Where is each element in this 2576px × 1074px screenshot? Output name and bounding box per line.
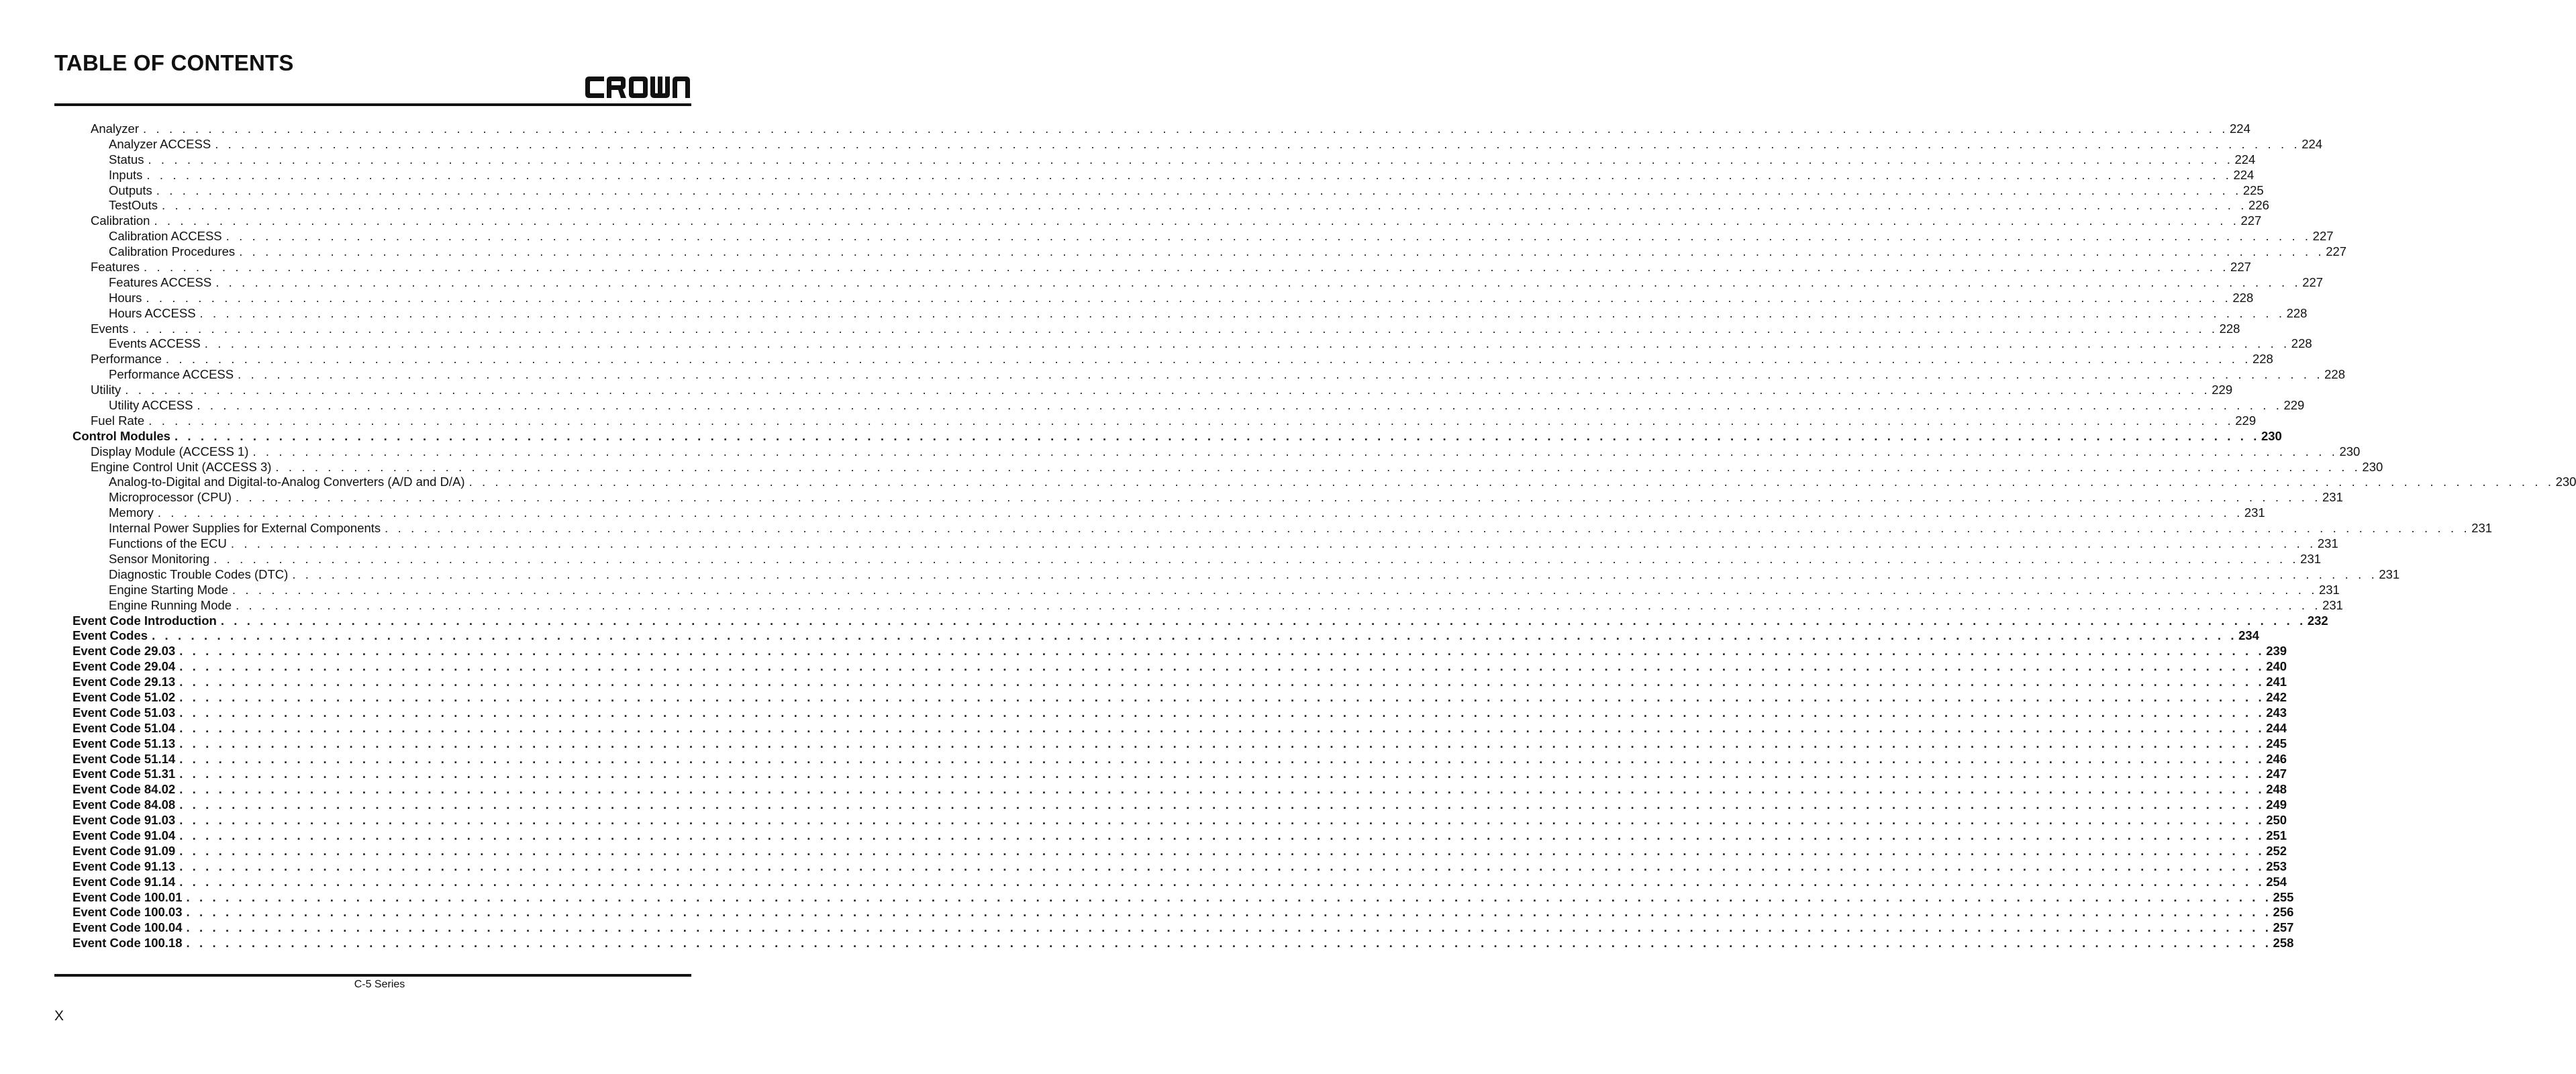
toc-entry-title: Control Modules (72, 428, 170, 443)
toc-dot-leader: . . . . . . . . . . . . . . . . . . . . . . . . . . . . . . . . . . . . . . . . . . . . . . . . . . . . . . . . . . . . . . . . . . . . . . . . . . . . . . . . . . . . . . . . . . . . . . . . . . . . . . . . . . . . . . . . . . . . . . . . . . . . . . . . . . . . . . . . . . . . . . . . . . . . . . . . . . . . . . . . (125, 383, 2211, 397)
toc-entry[interactable] (0, 367, 2346, 383)
toc-entry[interactable] (0, 183, 2264, 199)
toc-entry-page: 258 (2273, 936, 2294, 950)
toc-entry-title: Utility ACCESS (109, 398, 193, 413)
toc-dot-leader: . . . . . . . . . . . . . . . . . . . . . . . . . . . . . . . . . . . . . . . . . . . . . . . . . . . . . . . . . . . . . . . . . . . . . . . . . . . . . . . . . . . . . . . . . . . . . . . . . . . . . . . . . . . . . . . . . . . . . . . . . . . . . . . . . . . . . . . . . . . . . . . . . . . . . . . . . . . . . . . . (179, 736, 2265, 750)
toc-entry-title: Features (91, 260, 140, 275)
toc-dot-leader: . . . . . . . . . . . . . . . . . . . . . . . . . . . . . . . . . . . . . . . . . . . . . . . . . . . . . . . . . . . . . . . . . . . . . . . . . . . . . . . . . . . . . . . . . . . . . . . . . . . . . . . . . . . . . . . . . . . . . . . . . . . . . . . . . . . . . . . . . . . . . . . . . . . . . . . . . . . . . . . . (174, 428, 2260, 443)
toc-entry-title: Status (109, 152, 144, 166)
toc-entry-page: 230 (2362, 459, 2383, 474)
toc-entry[interactable] (0, 505, 2265, 521)
toc-dot-leader: . . . . . . . . . . . . . . . . . . . . . . . . . . . . . . . . . . . . . . . . . . . . . . . . . . . . . . . . . . . . . . . . . . . . . . . . . . . . . . . . . . . . . . . . . . . . . . . . . . . . . . . . . . . . . . . . . . . . . . . . . . . . . . . . . . . . . . . . . . . . . . . . . . . . . . . . . . . . . . . . (213, 551, 2299, 566)
toc-dot-leader: . . . . . . . . . . . . . . . . . . . . . . . . . . . . . . . . . . . . . . . . . . . . . . . . . . . . . . . . . . . . . . . . . . . . . . . . . . . . . . . . . . . . . . . . . . . . . . . . . . . . . . . . . . . . . . . . . . . . . . . . . . . . . . . . . . . . . . . . . . . . . . . . . . . . . . . . . . . . . . . . (148, 152, 2234, 166)
toc-entry-title: Events ACCESS (109, 336, 201, 351)
footer-series-label: C-5 Series (354, 979, 405, 990)
toc-entry-page: 242 (2266, 689, 2287, 704)
toc-dot-leader: . . . . . . . . . . . . . . . . . . . . . . . . . . . . . . . . . . . . . . . . . . . . . . . . . . . . . . . . . . . . . . . . . . . . . . . . . . . . . . . . . . . . . . . . . . . . . . . . . . . . . . . . . . . . . . . . . . . . . . . . . . . . . . . . . . . . . . . . . . . . . . . . . . . . . . . . . . . . . . . . (179, 659, 2265, 674)
toc-entry-page: 254 (2266, 874, 2287, 889)
toc-entry-page: 229 (2212, 383, 2233, 397)
toc-dot-leader: . . . . . . . . . . . . . . . . . . . . . . . . . . . . . . . . . . . . . . . . . . . . . . . . . . . . . . . . . . . . . . . . . . . . . . . . . . . . . . . . . . . . . . . . . . . . . . . . . . . . . . . . . . . . . . . . . . . . . . . . . . . . . . . . . . . . . . . . . . . . . . . . . . . . . . . . . . . . . . . . (179, 782, 2265, 797)
toc-entry-title: Event Code 51.04 (72, 720, 176, 735)
toc-entry[interactable] (0, 536, 2338, 552)
page-title: TABLE OF CONTENTS (54, 50, 294, 75)
toc-entry-title: Calibration Procedures (109, 244, 236, 259)
toc-entry-page: 243 (2266, 705, 2287, 720)
toc-entry[interactable] (0, 705, 2287, 721)
toc-dot-leader: . . . . . . . . . . . . . . . . . . . . . . . . . . . . . . . . . . . . . . . . . . . . . . . . . . . . . . . . . . . . . . . . . . . . . . . . . . . . . . . . . . . . . . . . . . . . . . . . . . . . . . . . . . . . . . . . . . . . . . . . . . . . . . . . . . . . . . . . . . . . . . . . . . . . . . . . . . . . . . . . (186, 920, 2272, 935)
toc-entry-page: 224 (2234, 152, 2256, 166)
toc-entry-title: Features ACCESS (109, 275, 212, 289)
toc-entry[interactable] (0, 475, 2576, 490)
toc-entry-page: 234 (2238, 628, 2259, 643)
toc-entry[interactable] (0, 167, 2255, 183)
toc-dot-leader: . . . . . . . . . . . . . . . . . . . . . . . . . . . . . . . . . . . . . . . . . . . . . . . . . . . . . . . . . . . . . . . . . . . . . . . . . . . . . . . . . . . . . . . . . . . . . . . . . . . . . . . . . . . . . . . . . . . . . . . . . . . . . . . . . . . . . . . . . . . . . . . . . . . . . . . . . . . . . . . . (179, 813, 2265, 828)
toc-dot-leader: . . . . . . . . . . . . . . . . . . . . . . . . . . . . . . . . . . . . . . . . . . . . . . . . . . . . . . . . . . . . . . . . . . . . . . . . . . . . . . . . . . . . . . . . . . . . . . . . . . . . . . . . . . . . . . . . . . . . . . . . . . . . . . . . . . . . . . . . . . . . . . . . . . . . . . . . . . . . . . . . (179, 689, 2265, 704)
toc-dot-leader: . . . . . . . . . . . . . . . . . . . . . . . . . . . . . . . . . . . . . . . . . . . . . . . . . . . . . . . . . . . . . . . . . . . . . . . . . . . . . . . . . . . . . . . . . . . . . . . . . . . . . . . . . . . . . . . . . . . . . . . . . . . . . . . . . . . . . . . . . . . . . . . . . . . . . . . . . . . . . . . . (144, 260, 2230, 275)
toc-entry-page: 227 (2312, 229, 2334, 244)
toc-entry-page: 231 (2300, 551, 2322, 566)
toc-entry-title: Event Code 51.02 (72, 689, 176, 704)
toc-entry[interactable] (0, 121, 2250, 137)
toc-entry[interactable] (0, 229, 2334, 244)
toc-entry-page: 240 (2266, 659, 2287, 674)
toc-entry-title: Internal Power Supplies for External Components (109, 521, 381, 536)
toc-entry[interactable] (0, 767, 2287, 782)
toc-entry-title: Microprocessor (CPU) (109, 490, 232, 505)
toc-entry-page: 229 (2235, 413, 2257, 428)
toc-dot-leader: . . . . . . . . . . . . . . . . . . . . . . . . . . . . . . . . . . . . . . . . . . . . . . . . . . . . . . . . . . . . . . . . . . . . . . . . . . . . . . . . . . . . . . . . . . . . . . . . . . . . . . . . . . . . . . . . . . . . . . . . . . . . . . . . . . . . . . . . . . . . . . . . . . . . . . . . . . . . . . . . (179, 675, 2265, 689)
toc-dot-leader: . . . . . . . . . . . . . . . . . . . . . . . . . . . . . . . . . . . . . . . . . . . . . . . . . . . . . . . . . . . . . . . . . . . . . . . . . . . . . . . . . . . . . . . . . . . . . . . . . . . . . . . . . . . . . . . . . . . . . . . . . . . . . . . . . . . . . . . . . . . . . . . . . . . . . . . . . . . . . . . . (165, 352, 2251, 367)
toc-entry-title: Event Code 100.18 (72, 936, 183, 950)
toc-dot-leader: . . . . . . . . . . . . . . . . . . . . . . . . . . . . . . . . . . . . . . . . . . . . . . . . . . . . . . . . . . . . . . . . . . . . . . . . . . . . . . . . . . . . . . . . . . . . . . . . . . . . . . . . . . . . . . . . . . . . . . . . . . . . . . . . . . . . . . . . . . . . . . . . . . . . . . . . . . . . . . . . (226, 229, 2312, 244)
toc-entry-page: 230 (2555, 475, 2576, 489)
toc-entry[interactable] (0, 352, 2273, 367)
toc-entry-title: Event Codes (72, 628, 148, 643)
toc-entry-title: Engine Control Unit (ACCESS 3) (91, 459, 272, 474)
toc-entry-page: 256 (2273, 905, 2294, 920)
toc-dot-leader: . . . . . . . . . . . . . . . . . . . . . . . . . . . . . . . . . . . . . . . . . . . . . . . . . . . . . . . . . . . . . . . . . . . . . . . . . . . . . . . . . . . . . . . . . . . . . . . . . . . . . . . . . . . . . . . . . . . . . . . . . . . . . . . . . . . . . . . . . . . . . . . . . . . . . . . . . . . . . . . . (275, 459, 2361, 474)
toc-dot-leader: . . . . . . . . . . . . . . . . . . . . . . . . . . . . . . . . . . . . . . . . . . . . . . . . . . . . . . . . . . . . . . . . . . . . . . . . . . . . . . . . . . . . . . . . . . . . . . . . . . . . . . . . . . . . . . . . . . . . . . . . . . . . . . . . . . . . . . . . . . . . . . . . . . . . . . . . . . . . . . . . (146, 167, 2232, 182)
table-of-contents (0, 121, 2576, 951)
toc-entry[interactable] (0, 905, 2294, 920)
toc-dot-leader: . . . . . . . . . . . . . . . . . . . . . . . . . . . . . . . . . . . . . . . . . . . . . . . . . . . . . . . . . . . . . . . . . . . . . . . . . . . . . . . . . . . . . . . . . . . . . . . . . . . . . . . . . . . . . . . . . . . . . . . . . . . . . . . . . . . . . . . . . . . . . . . . . . . . . . . . . . . . . . . . (148, 413, 2234, 428)
toc-dot-leader: . . . . . . . . . . . . . . . . . . . . . . . . . . . . . . . . . . . . . . . . . . . . . . . . . . . . . . . . . . . . . . . . . . . . . . . . . . . . . . . . . . . . . . . . . . . . . . . . . . . . . . . . . . . . . . . . . . . . . . . . . . . . . . . . . . . . . . . . . . . . . . . . . . . . . . . . . . . . . . . . (204, 336, 2290, 351)
toc-entry[interactable] (0, 720, 2287, 736)
toc-entry-title: Event Code 91.14 (72, 874, 176, 889)
toc-entry[interactable] (0, 136, 2323, 152)
toc-entry-page: 228 (2291, 336, 2312, 351)
toc-entry[interactable] (0, 275, 2324, 291)
toc-dot-leader: . . . . . . . . . . . . . . . . . . . . . . . . . . . . . . . . . . . . . . . . . . . . . . . . . . . . . . . . . . . . . . . . . . . . . . . . . . . . . . . . . . . . . . . . . . . . . . . . . . . . . . . . . . . . . . . . . . . . . . . . . . . . . . . . . . . . . . . . . . . . . . . . . . . . . . . . . . . . . . . . (468, 475, 2555, 489)
toc-entry-title: Event Code 100.04 (72, 920, 183, 935)
toc-entry-title: Event Code 91.13 (72, 859, 176, 873)
toc-entry[interactable] (0, 413, 2257, 429)
toc-entry-page: 252 (2266, 843, 2287, 858)
toc-entry[interactable] (0, 459, 2383, 475)
toc-entry-title: Event Code 29.13 (72, 675, 176, 689)
toc-entry[interactable] (0, 628, 2259, 644)
toc-entry[interactable] (0, 813, 2287, 828)
toc-entry[interactable] (0, 659, 2287, 675)
toc-dot-leader: . . . . . . . . . . . . . . . . . . . . . . . . . . . . . . . . . . . . . . . . . . . . . . . . . . . . . . . . . . . . . . . . . . . . . . . . . . . . . . . . . . . . . . . . . . . . . . . . . . . . . . . . . . . . . . . . . . . . . . . . . . . . . . . . . . . . . . . . . . . . . . . . . . . . . . . . . . . . . . . . (385, 521, 2471, 536)
toc-entry-title: Event Code 91.09 (72, 843, 176, 858)
toc-entry-page: 231 (2322, 597, 2343, 612)
toc-dot-leader: . . . . . . . . . . . . . . . . . . . . . . . . . . . . . . . . . . . . . . . . . . . . . . . . . . . . . . . . . . . . . . . . . . . . . . . . . . . . . . . . . . . . . . . . . . . . . . . . . . . . . . . . . . . . . . . . . . . . . . . . . . . . . . . . . . . . . . . . . . . . . . . . . . . . . . . . . . . . . . . . (157, 505, 2243, 520)
toc-dot-leader: . . . . . . . . . . . . . . . . . . . . . . . . . . . . . . . . . . . . . . . . . . . . . . . . . . . . . . . . . . . . . . . . . . . . . . . . . . . . . . . . . . . . . . . . . . . . . . . . . . . . . . . . . . . . . . . . . . . . . . . . . . . . . . . . . . . . . . . . . . . . . . . . . . . . . . . . . . . . . . . . (162, 198, 2248, 213)
toc-entry[interactable] (0, 675, 2287, 690)
toc-entry-page: 231 (2322, 490, 2343, 505)
toc-dot-leader: . . . . . . . . . . . . . . . . . . . . . . . . . . . . . . . . . . . . . . . . . . . . . . . . . . . . . . . . . . . . . . . . . . . . . . . . . . . . . . . . . . . . . . . . . . . . . . . . . . . . . . . . . . . . . . . . . . . . . . . . . . . . . . . . . . . . . . . . . . . . . . . . . . . . . . . . . . . . . . . . (179, 859, 2265, 873)
toc-entry-page: 226 (2248, 198, 2269, 213)
toc-entry-page: 229 (2283, 398, 2305, 413)
toc-dot-leader: . . . . . . . . . . . . . . . . . . . . . . . . . . . . . . . . . . . . . . . . . . . . . . . . . . . . . . . . . . . . . . . . . . . . . . . . . . . . . . . . . . . . . . . . . . . . . . . . . . . . . . . . . . . . . . . . . . . . . . . . . . . . . . . . . . . . . . . . . . . . . . . . . . . . . . . . . . . . . . . . (186, 905, 2272, 920)
toc-entry[interactable] (0, 689, 2287, 705)
toc-dot-leader: . . . . . . . . . . . . . . . . . . . . . . . . . . . . . . . . . . . . . . . . . . . . . . . . . . . . . . . . . . . . . . . . . . . . . . . . . . . . . . . . . . . . . . . . . . . . . . . . . . . . . . . . . . . . . . . . . . . . . . . . . . . . . . . . . . . . . . . . . . . . . . . . . . . . . . . . . . . . . . . . (142, 121, 2229, 136)
toc-entry-title: Inputs (109, 167, 143, 182)
toc-entry-title: Event Code 100.01 (72, 889, 183, 904)
toc-dot-leader: . . . . . . . . . . . . . . . . . . . . . . . . . . . . . . . . . . . . . . . . . . . . . . . . . . . . . . . . . . . . . . . . . . . . . . . . . . . . . . . . . . . . . . . . . . . . . . . . . . . . . . . . . . . . . . . . . . . . . . . . . . . . . . . . . . . . . . . . . . . . . . . . . . . . . . . . . . . . . . . . (236, 597, 2322, 612)
toc-entry-page: 253 (2266, 859, 2287, 873)
toc-entry-page: 227 (2240, 213, 2262, 228)
toc-entry[interactable] (0, 889, 2294, 906)
toc-entry[interactable] (0, 383, 2233, 398)
toc-entry[interactable] (0, 198, 2269, 213)
toc-entry-page: 227 (2230, 260, 2251, 275)
toc-entry-title: Fuel Rate (91, 413, 145, 428)
toc-entry[interactable] (0, 490, 2343, 505)
toc-entry-title: Event Code 51.14 (72, 751, 176, 766)
toc-entry[interactable] (0, 551, 2322, 567)
toc-dot-leader: . . . . . . . . . . . . . . . . . . . . . . . . . . . . . . . . . . . . . . . . . . . . . . . . . . . . . . . . . . . . . . . . . . . . . . . . . . . . . . . . . . . . . . . . . . . . . . . . . . . . . . . . . . . . . . . . . . . . . . . . . . . . . . . . . . . . . . . . . . . . . . . . . . . . . . . . . . . . . . . . (186, 889, 2272, 904)
toc-dot-leader: . . . . . . . . . . . . . . . . . . . . . . . . . . . . . . . . . . . . . . . . . . . . . . . . . . . . . . . . . . . . . . . . . . . . . . . . . . . . . . . . . . . . . . . . . . . . . . . . . . . . . . . . . . . . . . . . . . . . . . . . . . . . . . . . . . . . . . . . . . . . . . . . . . . . . . . . . . . . . . . . (197, 398, 2283, 413)
toc-entry-title: Engine Starting Mode (109, 582, 228, 597)
toc-entry[interactable] (0, 751, 2287, 767)
toc-entry-page: 231 (2244, 505, 2265, 520)
toc-entry-page: 227 (2326, 244, 2347, 259)
toc-entry-page: 245 (2266, 736, 2287, 750)
toc-dot-leader: . . . . . . . . . . . . . . . . . . . . . . . . . . . . . . . . . . . . . . . . . . . . . . . . . . . . . . . . . . . . . . . . . . . . . . . . . . . . . . . . . . . . . . . . . . . . . . . . . . . . . . . . . . . . . . . . . . . . . . . . . . . . . . . . . . . . . . . . . . . . . . . . . . . . . . . . . . . . . . . . (179, 751, 2265, 766)
toc-entry-page: 230 (2339, 444, 2361, 458)
toc-entry[interactable] (0, 260, 2251, 275)
toc-dot-leader: . . . . . . . . . . . . . . . . . . . . . . . . . . . . . . . . . . . . . . . . . . . . . . . . . . . . . . . . . . . . . . . . . . . . . . . . . . . . . . . . . . . . . . . . . . . . . . . . . . . . . . . . . . . . . . . . . . . . . . . . . . . . . . . . . . . . . . . . . . . . . . . . . . . . . . . . . . . . . . . . (152, 628, 2238, 643)
toc-dot-leader: . . . . . . . . . . . . . . . . . . . . . . . . . . . . . . . . . . . . . . . . . . . . . . . . . . . . . . . . . . . . . . . . . . . . . . . . . . . . . . . . . . . . . . . . . . . . . . . . . . . . . . . . . . . . . . . . . . . . . . . . . . . . . . . . . . . . . . . . . . . . . . . . . . . . . . . . . . . . . . . . (179, 874, 2265, 889)
toc-entry[interactable] (0, 398, 2305, 413)
toc-dot-leader: . . . . . . . . . . . . . . . . . . . . . . . . . . . . . . . . . . . . . . . . . . . . . . . . . . . . . . . . . . . . . . . . . . . . . . . . . . . . . . . . . . . . . . . . . . . . . . . . . . . . . . . . . . . . . . . . . . . . . . . . . . . . . . . . . . . . . . . . . . . . . . . . . . . . . . . . . . . . . . . . (156, 183, 2242, 197)
toc-entry[interactable] (0, 567, 2400, 583)
toc-entry-title: Analog-to-Digital and Digital-to-Analog Converters (A/D and D/A) (109, 475, 465, 489)
toc-entry-page: 225 (2242, 183, 2264, 197)
toc-dot-leader: . . . . . . . . . . . . . . . . . . . . . . . . . . . . . . . . . . . . . . . . . . . . . . . . . . . . . . . . . . . . . . . . . . . . . . . . . . . . . . . . . . . . . . . . . . . . . . . . . . . . . . . . . . . . . . . . . . . . . . . . . . . . . . . . . . . . . . . . . . . . . . . . . . . . . . . . . . . . . . . . (235, 490, 2321, 505)
page-number: X (54, 1008, 64, 1024)
toc-entry-title: Functions of the ECU (109, 536, 227, 551)
toc-entry[interactable] (0, 782, 2287, 797)
toc-entry[interactable] (0, 582, 2340, 598)
toc-entry-title: Utility (91, 383, 121, 397)
toc-entry-page: 249 (2266, 797, 2287, 812)
toc-entry-title: Display Module (ACCESS 1) (91, 444, 249, 458)
toc-entry[interactable] (0, 152, 2256, 168)
toc-entry-title: Event Code 84.08 (72, 797, 176, 812)
toc-dot-leader: . . . . . . . . . . . . . . . . . . . . . . . . . . . . . . . . . . . . . . . . . . . . . . . . . . . . . . . . . . . . . . . . . . . . . . . . . . . . . . . . . . . . . . . . . . . . . . . . . . . . . . . . . . . . . . . . . . . . . . . . . . . . . . . . . . . . . . . . . . . . . . . . . . . . . . . . . . . . . . . . (179, 705, 2265, 720)
footer-divider (54, 974, 691, 977)
toc-entry[interactable] (0, 305, 2308, 322)
toc-entry-page: 248 (2266, 782, 2287, 797)
toc-entry[interactable] (0, 428, 2282, 444)
toc-entry[interactable] (0, 597, 2343, 614)
toc-entry[interactable] (0, 859, 2287, 875)
toc-entry-page: 224 (2230, 121, 2250, 136)
toc-entry-page: 244 (2266, 720, 2287, 735)
toc-dot-leader: . . . . . . . . . . . . . . . . . . . . . . . . . . . . . . . . . . . . . . . . . . . . . . . . . . . . . . . . . . . . . . . . . . . . . . . . . . . . . . . . . . . . . . . . . . . . . . . . . . . . . . . . . . . . . . . . . . . . . . . . . . . . . . . . . . . . . . . . . . . . . . . . . . . . . . . . . . . . . . . . (232, 582, 2318, 597)
toc-entry[interactable] (0, 244, 2347, 260)
toc-entry-page: 230 (2261, 428, 2282, 443)
toc-entry-page: 247 (2266, 767, 2287, 781)
toc-dot-leader: . . . . . . . . . . . . . . . . . . . . . . . . . . . . . . . . . . . . . . . . . . . . . . . . . . . . . . . . . . . . . . . . . . . . . . . . . . . . . . . . . . . . . . . . . . . . . . . . . . . . . . . . . . . . . . . . . . . . . . . . . . . . . . . . . . . . . . . . . . . . . . . . . . . . . . . . . . . . . . . . (215, 275, 2301, 289)
toc-entry-page: 251 (2266, 828, 2287, 842)
toc-entry[interactable] (0, 874, 2287, 890)
toc-entry-title: Event Code 29.04 (72, 659, 176, 674)
toc-entry-title: Analyzer (91, 121, 139, 136)
toc-entry-title: Event Code 29.03 (72, 644, 176, 658)
toc-entry[interactable] (0, 644, 2287, 659)
toc-entry-page: 231 (2318, 582, 2340, 597)
toc-entry-page: 231 (2317, 536, 2338, 551)
toc-entry-page: 224 (2233, 167, 2255, 182)
toc-dot-leader: . . . . . . . . . . . . . . . . . . . . . . . . . . . . . . . . . . . . . . . . . . . . . . . . . . . . . . . . . . . . . . . . . . . . . . . . . . . . . . . . . . . . . . . . . . . . . . . . . . . . . . . . . . . . . . . . . . . . . . . . . . . . . . . . . . . . . . . . . . . . . . . . . . . . . . . . . . . . . . . . (220, 613, 2306, 628)
toc-entry[interactable] (0, 736, 2287, 752)
toc-entry-title: Hours ACCESS (109, 305, 196, 320)
toc-dot-leader: . . . . . . . . . . . . . . . . . . . . . . . . . . . . . . . . . . . . . . . . . . . . . . . . . . . . . . . . . . . . . . . . . . . . . . . . . . . . . . . . . . . . . . . . . . . . . . . . . . . . . . . . . . . . . . . . . . . . . . . . . . . . . . . . . . . . . . . . . . . . . . . . . . . . . . . . . . . . . . . . (154, 213, 2240, 228)
toc-entry-title: Event Code 91.04 (72, 828, 176, 842)
toc-dot-leader: . . . . . . . . . . . . . . . . . . . . . . . . . . . . . . . . . . . . . . . . . . . . . . . . . . . . . . . . . . . . . . . . . . . . . . . . . . . . . . . . . . . . . . . . . . . . . . . . . . . . . . . . . . . . . . . . . . . . . . . . . . . . . . . . . . . . . . . . . . . . . . . . . . . . . . . . . . . . . . . . (239, 244, 2325, 259)
toc-entry-title: Performance (91, 352, 162, 367)
toc-entry-page: 241 (2266, 675, 2287, 689)
toc-entry-page: 231 (2379, 567, 2400, 581)
toc-dot-leader: . . . . . . . . . . . . . . . . . . . . . . . . . . . . . . . . . . . . . . . . . . . . . . . . . . . . . . . . . . . . . . . . . . . . . . . . . . . . . . . . . . . . . . . . . . . . . . . . . . . . . . . . . . . . . . . . . . . . . . . . . . . . . . . . . . . . . . . . . . . . . . . . . . . . . . . . . . . . . . . . (179, 843, 2265, 858)
toc-dot-leader: . . . . . . . . . . . . . . . . . . . . . . . . . . . . . . . . . . . . . . . . . . . . . . . . . . . . . . . . . . . . . . . . . . . . . . . . . . . . . . . . . . . . . . . . . . . . . . . . . . . . . . . . . . . . . . . . . . . . . . . . . . . . . . . . . . . . . . . . . . . . . . . . . . . . . . . . . . . . . . . . (179, 644, 2265, 658)
toc-dot-leader: . . . . . . . . . . . . . . . . . . . . . . . . . . . . . . . . . . . . . . . . . . . . . . . . . . . . . . . . . . . . . . . . . . . . . . . . . . . . . . . . . . . . . . . . . . . . . . . . . . . . . . . . . . . . . . . . . . . . . . . . . . . . . . . . . . . . . . . . . . . . . . . . . . . . . . . . . . . . . . . . (132, 321, 2218, 336)
toc-entry[interactable] (0, 290, 2254, 306)
toc-dot-leader: . . . . . . . . . . . . . . . . . . . . . . . . . . . . . . . . . . . . . . . . . . . . . . . . . . . . . . . . . . . . . . . . . . . . . . . . . . . . . . . . . . . . . . . . . . . . . . . . . . . . . . . . . . . . . . . . . . . . . . . . . . . . . . . . . . . . . . . . . . . . . . . . . . . . . . . . . . . . . . . . (292, 567, 2378, 581)
toc-entry-title: Event Code Introduction (72, 613, 217, 628)
toc-entry-page: 232 (2307, 613, 2328, 628)
toc-dot-leader: . . . . . . . . . . . . . . . . . . . . . . . . . . . . . . . . . . . . . . . . . . . . . . . . . . . . . . . . . . . . . . . . . . . . . . . . . . . . . . . . . . . . . . . . . . . . . . . . . . . . . . . . . . . . . . . . . . . . . . . . . . . . . . . . . . . . . . . . . . . . . . . . . . . . . . . . . . . . . . . . (179, 828, 2265, 842)
toc-entry-title: Event Code 100.03 (72, 905, 183, 920)
toc-entry-page: 228 (2324, 367, 2346, 382)
toc-entry[interactable] (0, 613, 2328, 629)
toc-entry[interactable] (0, 828, 2287, 844)
toc-entry-title: TestOuts (109, 198, 158, 213)
toc-entry[interactable] (0, 936, 2294, 951)
toc-entry-title: Event Code 51.03 (72, 705, 176, 720)
toc-entry-page: 224 (2301, 136, 2323, 151)
toc-entry-title: Hours (109, 290, 142, 305)
toc-entry-title: Calibration (91, 213, 150, 228)
toc-entry-title: Diagnostic Trouble Codes (DTC) (109, 567, 289, 581)
toc-entry-page: 227 (2302, 275, 2324, 289)
toc-dot-leader: . . . . . . . . . . . . . . . . . . . . . . . . . . . . . . . . . . . . . . . . . . . . . . . . . . . . . . . . . . . . . . . . . . . . . . . . . . . . . . . . . . . . . . . . . . . . . . . . . . . . . . . . . . . . . . . . . . . . . . . . . . . . . . . . . . . . . . . . . . . . . . . . . . . . . . . . . . . . . . . . (186, 936, 2272, 950)
toc-entry-title: Event Code 51.31 (72, 767, 176, 781)
toc-dot-leader: . . . . . . . . . . . . . . . . . . . . . . . . . . . . . . . . . . . . . . . . . . . . . . . . . . . . . . . . . . . . . . . . . . . . . . . . . . . . . . . . . . . . . . . . . . . . . . . . . . . . . . . . . . . . . . . . . . . . . . . . . . . . . . . . . . . . . . . . . . . . . . . . . . . . . . . . . . . . . . . . (179, 767, 2265, 781)
toc-entry-title: Event Code 84.02 (72, 782, 176, 797)
toc-entry-title: Event Code 91.03 (72, 813, 176, 828)
header-divider (54, 103, 691, 106)
toc-dot-leader: . . . . . . . . . . . . . . . . . . . . . . . . . . . . . . . . . . . . . . . . . . . . . . . . . . . . . . . . . . . . . . . . . . . . . . . . . . . . . . . . . . . . . . . . . . . . . . . . . . . . . . . . . . . . . . . . . . . . . . . . . . . . . . . . . . . . . . . . . . . . . . . . . . . . . . . . . . . . . . . . (252, 444, 2338, 458)
toc-entry-title: Analyzer ACCESS (109, 136, 211, 151)
toc-entry[interactable] (0, 213, 2262, 229)
toc-entry-title: Events (91, 321, 129, 336)
toc-entry-page: 250 (2266, 813, 2287, 828)
toc-entry-title: Event Code 51.13 (72, 736, 176, 750)
toc-entry-title: Sensor Monitoring (109, 551, 210, 566)
toc-dot-leader: . . . . . . . . . . . . . . . . . . . . . . . . . . . . . . . . . . . . . . . . . . . . . . . . . . . . . . . . . . . . . . . . . . . . . . . . . . . . . . . . . . . . . . . . . . . . . . . . . . . . . . . . . . . . . . . . . . . . . . . . . . . . . . . . . . . . . . . . . . . . . . . . . . . . . . . . . . . . . . . . (215, 136, 2301, 151)
toc-entry-page: 228 (2232, 290, 2254, 305)
toc-entry-page: 239 (2266, 644, 2287, 658)
toc-entry[interactable] (0, 521, 2493, 536)
toc-dot-leader: . . . . . . . . . . . . . . . . . . . . . . . . . . . . . . . . . . . . . . . . . . . . . . . . . . . . . . . . . . . . . . . . . . . . . . . . . . . . . . . . . . . . . . . . . . . . . . . . . . . . . . . . . . . . . . . . . . . . . . . . . . . . . . . . . . . . . . . . . . . . . . . . . . . . . . . . . . . . . . . . (199, 305, 2285, 320)
toc-entry-title: Outputs (109, 183, 152, 197)
toc-entry-page: 246 (2266, 751, 2287, 766)
toc-entry-title: Memory (109, 505, 154, 520)
crown-logo (584, 74, 691, 101)
toc-dot-leader: . . . . . . . . . . . . . . . . . . . . . . . . . . . . . . . . . . . . . . . . . . . . . . . . . . . . . . . . . . . . . . . . . . . . . . . . . . . . . . . . . . . . . . . . . . . . . . . . . . . . . . . . . . . . . . . . . . . . . . . . . . . . . . . . . . . . . . . . . . . . . . . . . . . . . . . . . . . . . . . . (179, 720, 2265, 735)
toc-entry-page: 228 (2286, 305, 2308, 320)
toc-entry-title: Performance ACCESS (109, 367, 234, 382)
toc-entry-title: Engine Running Mode (109, 597, 232, 612)
toc-dot-leader: . . . . . . . . . . . . . . . . . . . . . . . . . . . . . . . . . . . . . . . . . . . . . . . . . . . . . . . . . . . . . . . . . . . . . . . . . . . . . . . . . . . . . . . . . . . . . . . . . . . . . . . . . . . . . . . . . . . . . . . . . . . . . . . . . . . . . . . . . . . . . . . . . . . . . . . . . . . . . . . . (238, 367, 2324, 382)
toc-entry[interactable] (0, 843, 2287, 859)
toc-entry-title: Calibration ACCESS (109, 229, 222, 244)
toc-entry-page: 255 (2273, 889, 2294, 904)
toc-entry[interactable] (0, 797, 2287, 813)
toc-dot-leader: . . . . . . . . . . . . . . . . . . . . . . . . . . . . . . . . . . . . . . . . . . . . . . . . . . . . . . . . . . . . . . . . . . . . . . . . . . . . . . . . . . . . . . . . . . . . . . . . . . . . . . . . . . . . . . . . . . . . . . . . . . . . . . . . . . . . . . . . . . . . . . . . . . . . . . . . . . . . . . . . (179, 797, 2265, 812)
toc-entry-page: 257 (2273, 920, 2294, 935)
toc-dot-leader: . . . . . . . . . . . . . . . . . . . . . . . . . . . . . . . . . . . . . . . . . . . . . . . . . . . . . . . . . . . . . . . . . . . . . . . . . . . . . . . . . . . . . . . . . . . . . . . . . . . . . . . . . . . . . . . . . . . . . . . . . . . . . . . . . . . . . . . . . . . . . . . . . . . . . . . . . . . . . . . . (230, 536, 2316, 551)
toc-dot-leader: . . . . . . . . . . . . . . . . . . . . . . . . . . . . . . . . . . . . . . . . . . . . . . . . . . . . . . . . . . . . . . . . . . . . . . . . . . . . . . . . . . . . . . . . . . . . . . . . . . . . . . . . . . . . . . . . . . . . . . . . . . . . . . . . . . . . . . . . . . . . . . . . . . . . . . . . . . . . . . . . (146, 290, 2232, 305)
toc-entry[interactable] (0, 920, 2294, 936)
toc-entry[interactable] (0, 321, 2240, 337)
toc-entry-page: 231 (2471, 521, 2493, 536)
toc-entry[interactable] (0, 336, 2312, 352)
toc-entry-page: 228 (2252, 352, 2273, 367)
toc-entry-page: 228 (2219, 321, 2240, 336)
toc-entry[interactable] (0, 444, 2361, 460)
